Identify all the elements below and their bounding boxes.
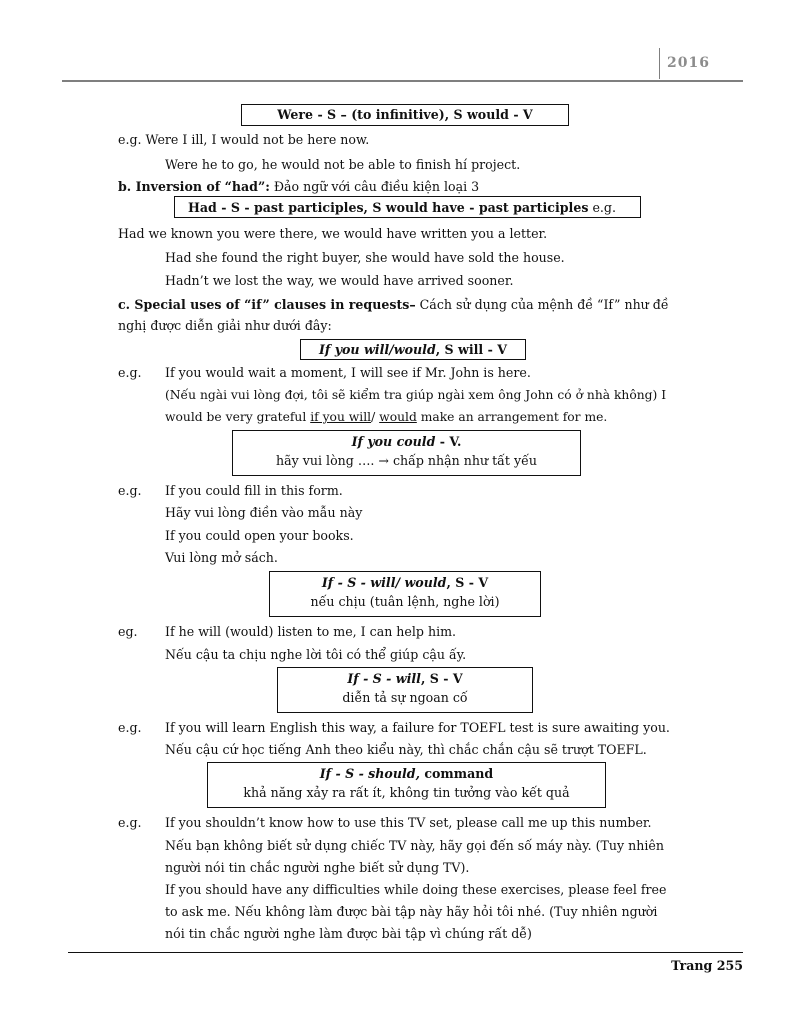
formula-if-you-could-italic: If you could	[351, 434, 436, 449]
header-divider-tick	[659, 48, 660, 79]
section-b-heading	[118, 178, 479, 195]
formula-if-s-will-would-italic: If - S - will/ would	[321, 575, 447, 590]
example-had-2: Had she found the right buyer, she would have sold the house.	[165, 250, 565, 265]
header-rule	[62, 80, 743, 82]
example-c-2: (Nếu ngài vui lòng đợi, tôi sẽ kiểm tra giúp ngài xem ông John có ở nhà không) I	[165, 388, 667, 402]
formula-box-if-s-will-would	[269, 571, 541, 617]
formula-if-s-will-italic: If - S - will	[347, 671, 421, 686]
example-c-3-pre: would be very grateful	[165, 410, 311, 424]
example-should-2: Nếu bạn không biết sử dụng chiếc TV này, hãy gọi đến số máy này. (Tuy nhiên	[165, 838, 664, 853]
example-c-3-post: make an arrangement for me.	[416, 410, 608, 424]
formula-if-s-will-would	[270, 574, 540, 592]
formula-if-you-will-italic: If you will/would	[319, 342, 436, 357]
section-c-desc: Cách sử dụng của mệnh đề “If” như đề	[415, 297, 669, 312]
example-will-label: e.g.	[118, 720, 142, 735]
example-could-label: e.g.	[118, 483, 142, 498]
example-will-would-1: If he will (would) listen to me, I can help him.	[165, 624, 457, 639]
formula-if-s-should-italic: If - S - should,	[319, 766, 420, 781]
formula-box-if-s-should	[207, 762, 606, 808]
example-should-6: nói tin chắc người nghe làm được bài tập vì chúng rất dễ)	[165, 926, 532, 941]
example-should-5: to ask me. Nếu không làm được bài tập này hãy hỏi tôi nhé. (Tuy nhiên người	[165, 904, 658, 919]
formula-box-if-you-could	[232, 430, 581, 476]
formula-if-you-could	[233, 433, 580, 451]
formula-if-you-could-rest: - V.	[435, 434, 462, 449]
example-c-3	[165, 409, 607, 426]
example-had-1: Had we known you were there, we would have written you a letter.	[118, 226, 548, 241]
formula-box-were	[241, 104, 569, 126]
formula-box-if-you-will	[300, 339, 526, 360]
example-were-1: e.g. Were I ill, I would not be here now.	[118, 132, 370, 147]
example-will-would-label: eg.	[118, 624, 138, 639]
formula-had-eg: e.g.	[592, 200, 616, 215]
footer-rule	[68, 952, 743, 953]
example-c-3-u1: if you will	[310, 410, 372, 424]
example-could-4: Vui lòng mở sách.	[165, 550, 278, 565]
formula-if-s-should-rest: command	[419, 766, 494, 781]
formula-were-text: Were - S – (to infinitive), S would - V	[277, 107, 533, 122]
section-c-desc-2: nghị được diễn giải như dưới đây:	[118, 318, 332, 333]
formula-box-if-s-will	[277, 667, 533, 713]
section-c-heading	[118, 296, 669, 313]
example-will-2: Nếu cậu cứ học tiếng Anh theo kiểu này, thì chắc chắn cậu sẽ trượt TOEFL.	[165, 742, 647, 757]
example-could-3: If you could open your books.	[165, 528, 354, 543]
example-c-3-u2: would	[379, 410, 417, 424]
example-will-would-2: Nếu cậu ta chịu nghe lời tôi có thể giúp cậu ấy.	[165, 647, 467, 662]
formula-if-s-will	[278, 670, 532, 688]
formula-if-s-will-rest: , S - V	[420, 671, 463, 686]
example-had-3: Hadn’t we lost the way, we would have arrived sooner.	[165, 273, 514, 288]
example-were-2: Were he to go, he would not be able to finish hí project.	[165, 157, 521, 172]
formula-if-s-will-would-note: nếu chịu (tuân lệnh, nghe lời)	[310, 594, 500, 609]
example-should-1: If you shouldn’t know how to use this TV set, please call me up this number.	[165, 815, 652, 830]
example-should-4: If you should have any difficulties while doing these exercises, please feel free	[165, 882, 667, 897]
formula-had-text: Had - S - past participles, S would have - past participles	[188, 200, 589, 215]
section-b-desc: Đảo ngữ với câu điều kiện loại 3	[269, 179, 480, 194]
formula-had-line	[188, 199, 616, 216]
example-will-1: If you will learn English this way, a failure for TOEFL test is sure awaiting you.	[165, 720, 670, 735]
formula-if-you-will	[319, 342, 507, 357]
formula-if-s-should	[208, 765, 605, 783]
example-should-3: người nói tin chắc người nghe biết sử dụng TV).	[165, 860, 470, 875]
formula-if-s-will-note: diễn tả sự ngoan cố	[342, 690, 468, 705]
formula-if-you-could-note: hãy vui lòng …. → chấp nhận như tất yếu	[276, 453, 537, 468]
formula-if-s-should-note: khả năng xảy ra rất ít, không tin tưởng vào kết quả	[243, 785, 570, 800]
example-c-1: If you would wait a moment, I will see if Mr. John is here.	[165, 365, 531, 380]
example-could-2: Hãy vui lòng điền vào mẫu này	[165, 505, 363, 520]
section-c-title: c. Special uses of “if” clauses in requests–	[118, 297, 416, 312]
section-b-title: b. Inversion of “had”:	[118, 179, 270, 194]
page-number: Trang 255	[671, 958, 743, 973]
formula-if-you-will-rest: , S will - V	[435, 342, 507, 357]
header-year: 2016	[667, 55, 710, 71]
example-could-1: If you could fill in this form.	[165, 483, 343, 498]
example-c-label: e.g.	[118, 365, 142, 380]
example-should-label: e.g.	[118, 815, 142, 830]
formula-if-s-will-would-rest: , S - V	[446, 575, 489, 590]
example-c-3-sep: /	[371, 410, 380, 424]
